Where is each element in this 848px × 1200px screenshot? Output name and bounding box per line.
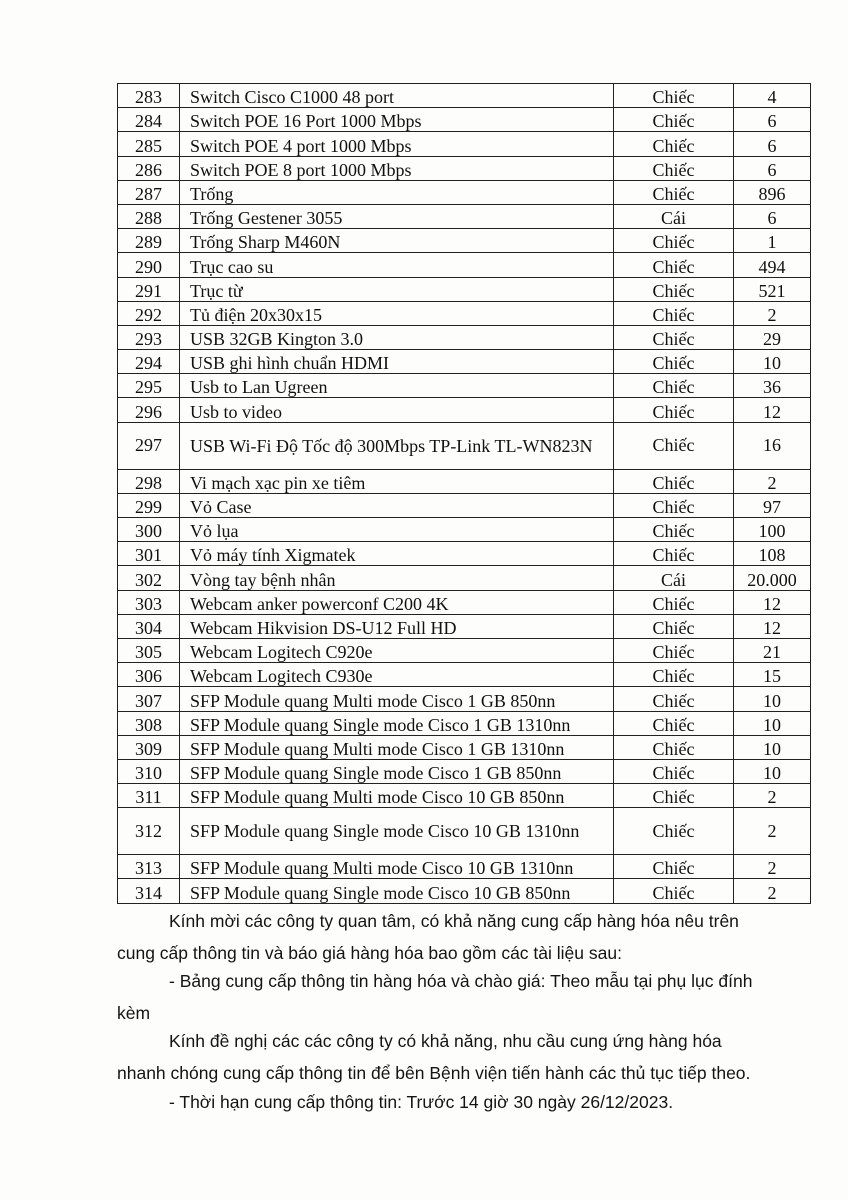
item-name-cell: Vỏ Case [180, 493, 614, 517]
item-name-cell: Usb to Lan Ugreen [180, 374, 614, 398]
item-number-cell: 310 [118, 759, 180, 783]
item-name-cell: SFP Module quang Multi mode Cisco 1 GB 1310nn [180, 735, 614, 759]
item-name-cell: SFP Module quang Single mode Cisco 1 GB 1310nn [180, 711, 614, 735]
item-unit-cell: Chiếc [614, 325, 734, 349]
item-quantity-cell: 4 [734, 84, 811, 108]
attachment-line-2: kèm [117, 1003, 151, 1023]
item-name-cell: Usb to video [180, 398, 614, 422]
table-row [118, 374, 811, 398]
item-unit-cell: Chiếc [614, 374, 734, 398]
table-row [118, 253, 811, 277]
item-name-cell: SFP Module quang Single mode Cisco 1 GB 850nn [180, 759, 614, 783]
item-number-cell: 301 [118, 542, 180, 566]
item-unit-cell: Chiếc [614, 277, 734, 301]
table-row [118, 156, 811, 180]
item-number-cell: 302 [118, 566, 180, 590]
item-name-cell: USB Wi-Fi Độ Tốc độ 300Mbps TP-Link TL-WN823N [180, 422, 614, 469]
item-name-cell: Vỏ lụa [180, 518, 614, 542]
item-unit-cell: Chiếc [614, 350, 734, 374]
table-row [118, 590, 811, 614]
table-row [118, 735, 811, 759]
item-number-cell: 290 [118, 253, 180, 277]
table-row [118, 84, 811, 108]
item-name-cell: Webcam Logitech C930e [180, 663, 614, 687]
item-quantity-cell: 10 [734, 759, 811, 783]
item-unit-cell: Chiếc [614, 180, 734, 204]
item-unit-cell: Chiếc [614, 638, 734, 662]
item-number-cell: 311 [118, 784, 180, 808]
table-row [118, 566, 811, 590]
item-unit-cell: Chiếc [614, 229, 734, 253]
item-name-cell: SFP Module quang Multi mode Cisco 1 GB 850nn [180, 687, 614, 711]
item-name-cell: USB 32GB Kington 3.0 [180, 325, 614, 349]
request-paragraph [117, 1025, 817, 1089]
table-row [118, 277, 811, 301]
table-row [118, 398, 811, 422]
item-quantity-cell: 2 [734, 879, 811, 903]
item-number-cell: 307 [118, 687, 180, 711]
table-row [118, 638, 811, 662]
item-number-cell: 312 [118, 808, 180, 855]
item-name-cell: Webcam anker powerconf C200 4K [180, 590, 614, 614]
item-quantity-cell: 6 [734, 108, 811, 132]
item-unit-cell: Chiếc [614, 784, 734, 808]
table-row [118, 325, 811, 349]
item-quantity-cell: 6 [734, 204, 811, 228]
item-unit-cell: Chiếc [614, 735, 734, 759]
item-quantity-cell: 2 [734, 301, 811, 325]
item-name-cell: Trống [180, 180, 614, 204]
item-quantity-cell: 12 [734, 590, 811, 614]
item-quantity-cell: 2 [734, 784, 811, 808]
item-unit-cell: Chiếc [614, 663, 734, 687]
item-quantity-cell: 100 [734, 518, 811, 542]
item-name-cell: Vỏ máy tính Xigmatek [180, 542, 614, 566]
table-row [118, 180, 811, 204]
item-unit-cell: Chiếc [614, 422, 734, 469]
table-row [118, 759, 811, 783]
item-quantity-cell: 2 [734, 469, 811, 493]
item-quantity-cell: 20.000 [734, 566, 811, 590]
item-number-cell: 286 [118, 156, 180, 180]
item-number-cell: 306 [118, 663, 180, 687]
item-number-cell: 313 [118, 855, 180, 879]
table-row [118, 422, 811, 469]
item-number-cell: 314 [118, 879, 180, 903]
item-quantity-cell: 12 [734, 398, 811, 422]
item-name-cell: SFP Module quang Single mode Cisco 10 GB 1310nn [180, 808, 614, 855]
item-name-cell: Webcam Logitech C920e [180, 638, 614, 662]
item-number-cell: 291 [118, 277, 180, 301]
item-number-cell: 308 [118, 711, 180, 735]
item-number-cell: 295 [118, 374, 180, 398]
table-row [118, 687, 811, 711]
item-name-cell: SFP Module quang Multi mode Cisco 10 GB 850nn [180, 784, 614, 808]
item-quantity-cell: 6 [734, 132, 811, 156]
item-name-cell: Tủ điện 20x30x15 [180, 301, 614, 325]
table-row [118, 542, 811, 566]
item-number-cell: 298 [118, 469, 180, 493]
item-number-cell: 297 [118, 422, 180, 469]
item-unit-cell: Chiếc [614, 808, 734, 855]
item-quantity-cell: 21 [734, 638, 811, 662]
item-name-cell: Vi mạch xạc pin xe tiêm [180, 469, 614, 493]
table-row [118, 301, 811, 325]
item-number-cell: 299 [118, 493, 180, 517]
table-row [118, 229, 811, 253]
item-unit-cell: Chiếc [614, 855, 734, 879]
item-number-cell: 294 [118, 350, 180, 374]
item-quantity-cell: 97 [734, 493, 811, 517]
item-name-cell: Switch POE 16 Port 1000 Mbps [180, 108, 614, 132]
item-unit-cell: Chiếc [614, 711, 734, 735]
item-quantity-cell: 16 [734, 422, 811, 469]
table-row [118, 469, 811, 493]
item-quantity-cell: 10 [734, 711, 811, 735]
item-quantity-cell: 29 [734, 325, 811, 349]
items-table [117, 83, 811, 904]
item-unit-cell: Chiếc [614, 879, 734, 903]
request-line-2: nhanh chóng cung cấp thông tin để bên Bệnh viện tiến hành các thủ tục tiếp theo. [117, 1063, 751, 1083]
item-unit-cell: Chiếc [614, 542, 734, 566]
table-row [118, 132, 811, 156]
item-number-cell: 309 [118, 735, 180, 759]
item-unit-cell: Chiếc [614, 108, 734, 132]
table-row [118, 614, 811, 638]
item-unit-cell: Chiếc [614, 518, 734, 542]
item-unit-cell: Chiếc [614, 398, 734, 422]
item-quantity-cell: 6 [734, 156, 811, 180]
invitation-line-2: cung cấp thông tin và báo giá hàng hóa bao gồm các tài liệu sau: [117, 943, 622, 963]
item-name-cell: Vòng tay bệnh nhân [180, 566, 614, 590]
item-number-cell: 300 [118, 518, 180, 542]
table-row [118, 808, 811, 855]
table-row [118, 663, 811, 687]
item-name-cell: Trục cao su [180, 253, 614, 277]
item-unit-cell: Chiếc [614, 759, 734, 783]
item-unit-cell: Chiếc [614, 253, 734, 277]
item-number-cell: 289 [118, 229, 180, 253]
item-unit-cell: Chiếc [614, 156, 734, 180]
item-unit-cell: Cái [614, 566, 734, 590]
table-row [118, 350, 811, 374]
item-unit-cell: Chiếc [614, 687, 734, 711]
table-row [118, 784, 811, 808]
table-row [118, 711, 811, 735]
table-row [118, 879, 811, 903]
table-row [118, 108, 811, 132]
item-unit-cell: Chiếc [614, 84, 734, 108]
item-name-cell: Trống Gestener 3055 [180, 204, 614, 228]
item-unit-cell: Chiếc [614, 590, 734, 614]
invitation-line-1: Kính mời các công ty quan tâm, có khả năng cung cấp hàng hóa nêu trên [169, 911, 739, 931]
deadline-line: - Thời hạn cung cấp thông tin: Trước 14 giờ 30 ngày 26/12/2023. [169, 1092, 674, 1112]
item-unit-cell: Chiếc [614, 132, 734, 156]
item-unit-cell: Chiếc [614, 301, 734, 325]
item-name-cell: USB ghi hình chuẩn HDMI [180, 350, 614, 374]
table-row [118, 518, 811, 542]
item-name-cell: Switch POE 4 port 1000 Mbps [180, 132, 614, 156]
item-quantity-cell: 896 [734, 180, 811, 204]
item-number-cell: 304 [118, 614, 180, 638]
item-quantity-cell: 15 [734, 663, 811, 687]
item-name-cell: Switch Cisco C1000 48 port [180, 84, 614, 108]
item-name-cell: Webcam Hikvision DS-U12 Full HD [180, 614, 614, 638]
item-unit-cell: Chiếc [614, 469, 734, 493]
invitation-paragraph [117, 905, 817, 969]
item-name-cell: Switch POE 8 port 1000 Mbps [180, 156, 614, 180]
item-quantity-cell: 10 [734, 735, 811, 759]
item-number-cell: 283 [118, 84, 180, 108]
item-unit-cell: Chiếc [614, 493, 734, 517]
item-number-cell: 296 [118, 398, 180, 422]
items-table-body [118, 84, 811, 904]
item-name-cell: Trục từ [180, 277, 614, 301]
item-number-cell: 293 [118, 325, 180, 349]
item-quantity-cell: 10 [734, 687, 811, 711]
item-quantity-cell: 2 [734, 808, 811, 855]
item-name-cell: SFP Module quang Single mode Cisco 10 GB 850nn [180, 879, 614, 903]
table-row [118, 493, 811, 517]
item-quantity-cell: 521 [734, 277, 811, 301]
item-quantity-cell: 1 [734, 229, 811, 253]
item-quantity-cell: 36 [734, 374, 811, 398]
item-number-cell: 305 [118, 638, 180, 662]
table-row [118, 204, 811, 228]
item-quantity-cell: 2 [734, 855, 811, 879]
item-quantity-cell: 12 [734, 614, 811, 638]
item-number-cell: 285 [118, 132, 180, 156]
attachment-line-1: - Bảng cung cấp thông tin hàng hóa và chào giá: Theo mẫu tại phụ lục đính [169, 971, 753, 991]
item-number-cell: 284 [118, 108, 180, 132]
request-line-1: Kính đề nghị các các công ty có khả năng, nhu cầu cung ứng hàng hóa [169, 1031, 722, 1051]
item-name-cell: Trống Sharp M460N [180, 229, 614, 253]
item-quantity-cell: 494 [734, 253, 811, 277]
attachment-bullet [117, 965, 817, 1029]
item-number-cell: 303 [118, 590, 180, 614]
item-quantity-cell: 108 [734, 542, 811, 566]
table-row [118, 855, 811, 879]
item-name-cell: SFP Module quang Multi mode Cisco 10 GB 1310nn [180, 855, 614, 879]
item-quantity-cell: 10 [734, 350, 811, 374]
item-unit-cell: Cái [614, 204, 734, 228]
item-number-cell: 288 [118, 204, 180, 228]
item-number-cell: 287 [118, 180, 180, 204]
item-number-cell: 292 [118, 301, 180, 325]
item-unit-cell: Chiếc [614, 614, 734, 638]
